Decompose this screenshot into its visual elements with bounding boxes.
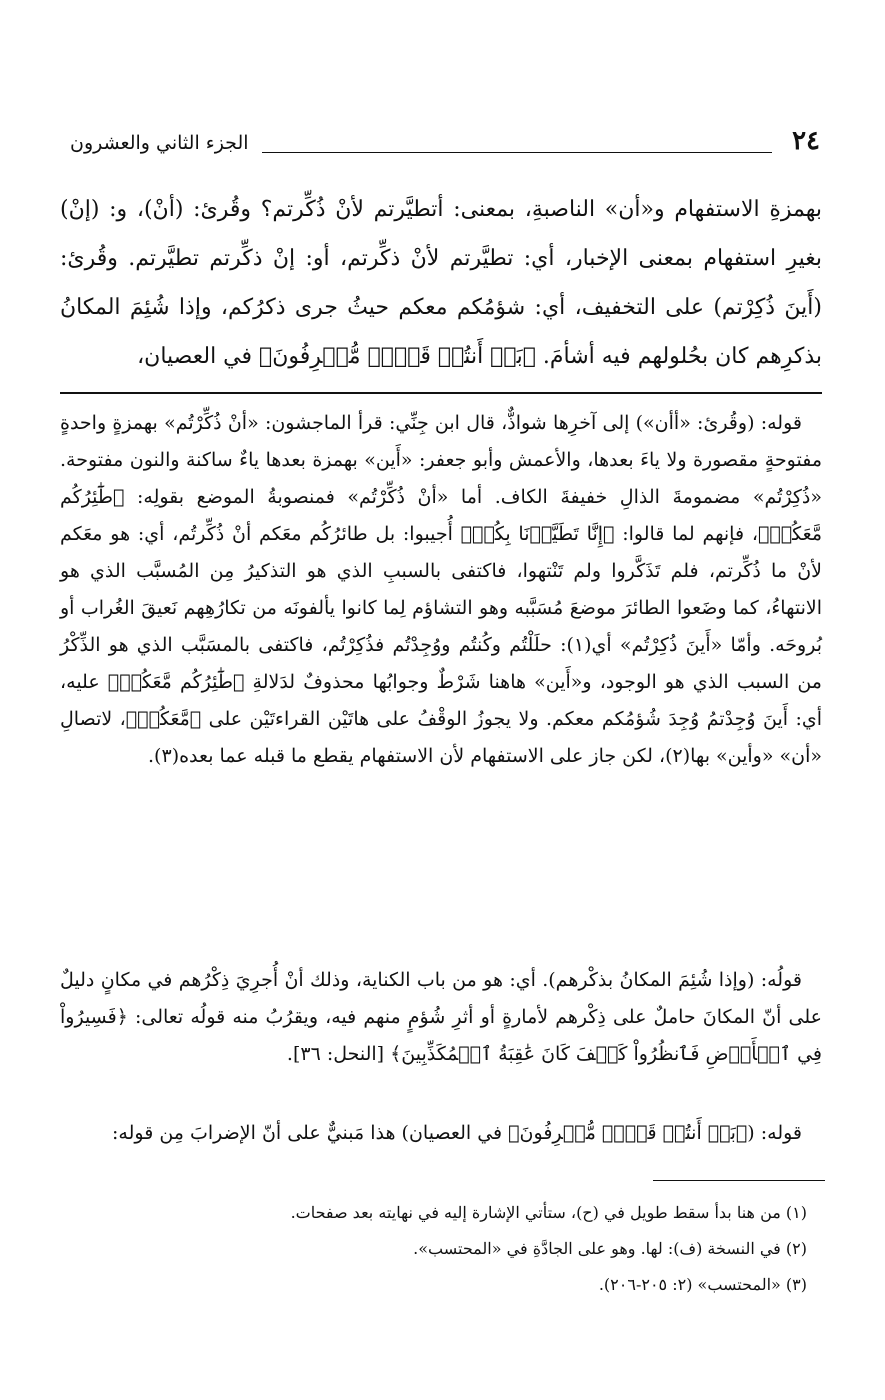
page-header: [70, 126, 820, 164]
footnote: (٣) «المحتسب» (٢: ٢٠٥-٢٠٦).: [598, 1275, 807, 1294]
commentary-block: [60, 1115, 822, 1152]
footnote-divider: [653, 1180, 825, 1181]
page-number: ٢٤: [792, 126, 820, 156]
footnote: (٢) في النسخة (ف): لها. وهو على الجادَّةِ في «المحتسب».: [413, 1239, 807, 1258]
running-title: الجزء الثاني والعشرون: [70, 132, 249, 154]
commentary-paragraph: قوله: (﴿بَلۡ أَنتُمۡ قَوۡمٞ مُّسۡرِفُونَ﴾ في العصيان) هذا مَبنيٌّ على أنّ الإضرابَ مِن قوله:: [112, 1122, 802, 1144]
main-text: [60, 185, 822, 381]
commentary-paragraph: قولُه: (وإذا شُئِمَ المكانُ بذكْرهم). أي: هو من باب الكناية، وذلك أنْ أُجرِيَ ذِكْرُهم في مكانٍ دليلٌ على أنّ المكانَ حاملٌ على ذِكْرهم لأمارةٍ أو أثرِ شُؤمٍ منهم فيه، ويقرُبُ منه قولُه تعالى: ﴿فَسِيرُواْ فِي ٱلۡأَرۡضِ فَٱنظُرُواْ كَيۡفَ كَانَ عَٰقِبَةُ ٱلۡمُكَذِّبِينَ﴾ [النحل: ٣٦].: [60, 969, 822, 1065]
commentary-block: [60, 962, 822, 1073]
commentary-paragraph: قوله: (وقُرئ: «أأن») إلى آخرِها شواذٌّ، قال ابن جِنِّي: قرأ الماجشون: «أنْ ذُكِّرْتُم» بهمزةٍ واحدةٍ مفتوحةٍ مقصورة ولا ياءَ بعدها، والأعمش وأبو جعفر: «أَين» بهمزة بعدها ياءٌ ساكنة والنون مفتوحة. «ذُكِرْتُم» مضمومةَ الذالِ خفيفةَ الكاف. أما «أنْ ذُكِّرْتُم» فمنصوبةُ الموضع بقولِه: ﴿طَٰٓئِرُكُم مَّعَكُمۡ﴾، فإنهم لما قالوا: ﴿إِنَّا تَطَيَّرۡنَا بِكُمۡ﴾ أُجيبوا: بل طائرُكُم معَكم أنْ ذُكِّرتُم، أي: هو معَكم لأنْ ما ذُكِّرتم، فلم تَذَكَّروا ولم تَنْتهوا، فاكتفى بالسببِ الذي هو التذكيرُ مِن المُسبَّب الذي هو الانتهاءُ، كما وضَعوا الطائرَ موضعَ مُسَبَّبه وهو التشاؤم لِما كانوا يألفونَه من تكارُهِهم نَعيقَ الغُراب أو بُروحَه. وأمّا «أَينَ ذُكِرْتُم» أي(١): حلَلْتُم وكُنتُم ووُجِدْتُم فذُكِرْتُم، فاكتفى بالمسَبَّب الذي هو الذِّكْرُ من السبب الذي هو الوجود، و«أَين» هاهنا شَرْطٌ وجوابُها محذوفٌ لدَلالةِ ﴿طَٰٓئِرُكُم مَّعَكُمۡ﴾ عليه، أي: أَينَ وُجِدْتمُ وُجِدَ شُؤمُكم معكم. ولا يجوزُ الوقْفُ على هاتَيْن القراءتَيْن على ﴿مَّعَكُمۡ﴾، لاتصالِ «أن» «وأين» بها(٢)، لكن جاز على الاستفهام لأن الاستفهام يقطع ما قبله عما بعده(٣).: [60, 412, 823, 767]
footnote: (١) من هنا بدأ سقط طويل في (ح)، ستأتي الإشارة إليه في نهايته بعد صفحات.: [290, 1203, 807, 1222]
main-text-divider: [60, 392, 822, 394]
header-rule: [262, 152, 772, 153]
footnotes: [63, 1195, 825, 1303]
main-paragraph: بهمزةِ الاستفهام و«أن» الناصبةِ، بمعنى: أتطيَّرتم لأنْ ذُكِّرتم؟ وقُرئ: (أنْ)، و: (إنْ) بغيرِ استفهام بمعنى الإخبار، أي: تطيَّرتم لأنْ ذكِّرتم، أو: إنْ ذكِّرتم تطيَّرتم. وقُرئ: (أَينَ ذُكِرْتم) على التخفيف، أي: شؤمُكم معكم حيثُ جرى ذكرُكم، وإذا شُئِمَ المكانُ بذكرِهم كان بحُلولهم فيه أشأمَ. ﴿بَلۡ أَنتُمۡ قَوۡمٞ مُّسۡرِفُونَ﴾ في العصيان،: [60, 197, 822, 369]
commentary-block: [60, 405, 822, 775]
